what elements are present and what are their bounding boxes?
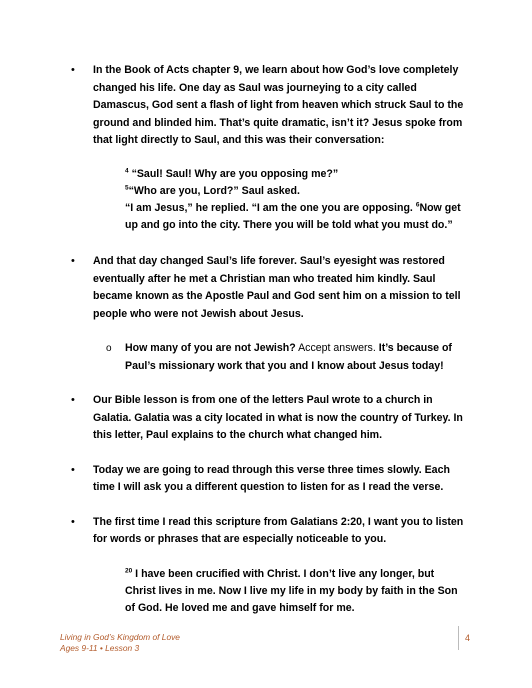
bullet-icon: •: [71, 255, 75, 268]
verse-number: 4: [125, 166, 129, 174]
sub-bullet-icon: o: [106, 343, 112, 355]
bullet-icon: •: [71, 463, 75, 476]
bullet-icon: •: [71, 64, 75, 76]
footer-divider: [458, 626, 459, 650]
page-content: [0, 62, 532, 617]
quote-line: $^4$ “Saul! Saul! Why are you opposing me?”: [125, 166, 339, 180]
paragraph-text: And that day changed Saul’s life forever. Saul’s eyesight was restored eventually after he met a Christian man who treated him kindly. Saul became known as the Apostle Paul and God sent him on a mission to tell people who were not Jewish about Jesus.: [93, 255, 461, 320]
bullet-icon: •: [71, 515, 75, 528]
paragraph-text: Our Bible lesson is from one of the letters Paul wrote to a church in Galatia. Galatia was a city located in what is now the country of Turkey. In this letter, Paul explains to the church what changed him.: [93, 394, 463, 442]
footer-lesson-label: Ages 9-11 • Lesson 3: [60, 643, 140, 653]
bullet-paragraph-saul-changed: [0, 253, 465, 323]
verse-number: 20: [125, 567, 133, 575]
bullet-paragraph-galatia: [0, 392, 465, 445]
footer-lesson-info: [60, 632, 180, 654]
scripture-quote-galatians: $^{20}$ I have been crucified with Christ. I don’t live any longer, but Christ lives in me. Now I live my life in my body by faith in the Son of God. He loved me and gave himself for me.: [125, 567, 458, 615]
quote-line: $^5$“Who are you, Lord?” Saul asked.: [125, 184, 300, 197]
bullet-paragraph-read-three-times: [0, 462, 465, 497]
bullet-paragraph-acts: [0, 62, 465, 150]
bullet-paragraph-first-reading: [0, 514, 465, 549]
teacher-instruction: Accept answers.: [295, 342, 376, 355]
page-number: 4: [465, 633, 471, 643]
bullet-icon: •: [71, 394, 75, 407]
footer-series-title: Living in God’s Kingdom of Love: [60, 632, 180, 642]
sub-bullet-question: o How many of you are not Jewish? Accept answers. It’s because of Paul’s missionary work that you and I know about Jesus today!: [106, 342, 452, 372]
paragraph-text: In the Book of Acts chapter 9, we learn about how God’s love completely changed his life. One day as Saul was journeying to a city called Damascus, God sent a flash of light from heaven which struck Saul to the ground and blinded him. That’s quite dramatic, isn’t it? Jesus spoke from that light directly to Saul, and this was their conversation:: [93, 64, 464, 146]
paragraph-text: The first time I read this scripture from Galatians 2:20, I want you to listen for words or phrases that are especially noticeable to you.: [93, 515, 464, 546]
scripture-quote-acts: [125, 166, 467, 235]
verse-number: 5: [125, 184, 129, 192]
quote-line: “I am Jesus,” he replied. “I am the one you are opposing. $^6$Now get up and go into the city. There you will be told what you must do.”: [125, 201, 461, 232]
paragraph-text: Today we are going to read through this verse three times slowly. Each time I will ask you a different question to listen for as I read the verse.: [93, 463, 450, 494]
verse-number: 6: [415, 201, 420, 209]
